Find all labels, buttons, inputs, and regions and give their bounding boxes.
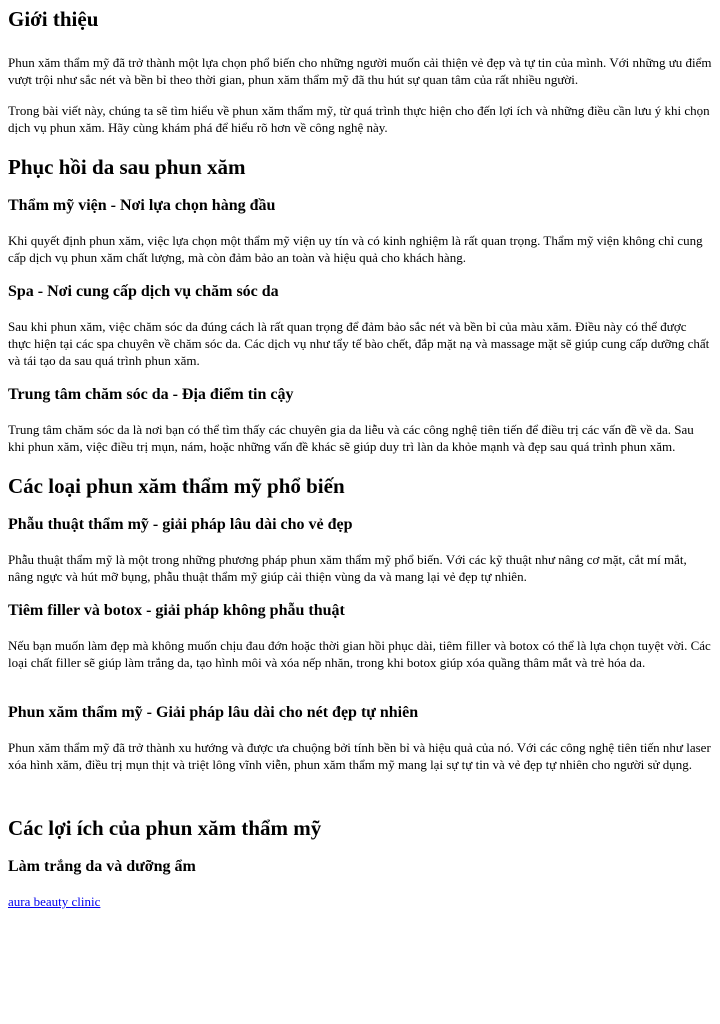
paragraph-filler-botox: Nếu bạn muốn làm đẹp mà không muốn chịu đau đớn hoặc thời gian hồi phục dài, tiêm filler và botox có thể là lựa chọn tuyệt vời. Các loại chất filler sẽ giúp làm trắng da, tạo hình môi và xóa nếp nhăn, trong khi botox giúp xóa quầng thâm mắt và trẻ hóa da.: [8, 638, 711, 670]
paragraph-permanent-makeup: Phun xăm thẩm mỹ đã trở thành xu hướng và được ưa chuộng bởi tính bền bỉ và hiệu quả của nó. Với các công nghệ tiên tiến như laser xóa hình xăm, điều trị mụn thịt và triệt lông vĩnh viễn, phun xăm thẩm mỹ mang lại sự tự tin và vẻ đẹp tự nhiên cho người sử dụng.: [8, 740, 711, 772]
paragraph-cosmetic-surgery: Phẫu thuật thẩm mỹ là một trong những phương pháp phun xăm thẩm mỹ phổ biến. Với các kỹ thuật như nâng cơ mặt, cắt mí mắt, nâng ngực và hút mỡ bụng, phẫu thuật thẩm mỹ giúp cải thiện vùng da và mang lại vẻ đẹp tự nhiên.: [8, 552, 687, 584]
article: [0, 6, 712, 910]
subheading-spa: Spa - Nơi cung cấp dịch vụ chăm sóc da: [8, 283, 279, 300]
clinic-link[interactable]: aura beauty clinic: [8, 894, 101, 909]
subheading-cosmetic-surgery: Phẫu thuật thẩm mỹ - giải pháp lâu dài cho vẻ đẹp: [8, 516, 353, 533]
link-container: [8, 893, 712, 910]
subheading-permanent-makeup: Phun xăm thẩm mỹ - Giải pháp lâu dài cho nét đẹp tự nhiên: [8, 704, 419, 721]
paragraph-spa: Sau khi phun xăm, việc chăm sóc da đúng cách là rất quan trọng để đảm bảo sắc nét và bền bỉ của màu xăm. Điều này có thể được thực hiện tại các spa chuyên về chăm sóc da. Các dịch vụ như tẩy tế bào chết, đắp mặt nạ và massage mặt sẽ giúp cung cấp dưỡng chất và tái tạo da sau quá trình phun xăm.: [8, 319, 710, 368]
heading-tattoo-types: Các loại phun xăm thẩm mỹ phổ biến: [8, 474, 345, 498]
subheading-beauty-salon: Thẩm mỹ viện - Nơi lựa chọn hàng đầu: [8, 197, 276, 214]
subheading-filler-botox: Tiêm filler và botox - giải pháp không phẫu thuật: [8, 602, 345, 619]
heading-benefits: Các lợi ích của phun xăm thẩm mỹ: [8, 816, 322, 840]
heading-skin-recovery: Phục hồi da sau phun xăm: [8, 155, 246, 179]
heading-introduction: Giới thiệu: [8, 7, 99, 31]
intro-paragraph-2: Trong bài viết này, chúng ta sẽ tìm hiểu về phun xăm thẩm mỹ, từ quá trình thực hiện cho đến lợi ích và những điều cần lưu ý khi chọn dịch vụ phun xăm. Hãy cùng khám phá để hiểu rõ hơn về công nghệ này.: [8, 103, 710, 135]
paragraph-skin-care-center: Trung tâm chăm sóc da là nơi bạn có thể tìm thấy các chuyên gia da liễu và các công nghệ tiên tiến để điều trị các vấn đề về da. Sau khi phun xăm, việc điều trị mụn, nám, hoặc những vấn đề khác sẽ giúp duy trì làn da khỏe mạnh và đẹp sau quá trình phun xăm.: [8, 422, 694, 454]
subheading-whitening-moisturizing: Làm trắng da và dưỡng ẩm: [8, 858, 196, 875]
intro-paragraph-1: Phun xăm thẩm mỹ đã trở thành một lựa chọn phổ biến cho những người muốn cải thiện vẻ đẹp và tự tin của mình. Với những ưu điểm vượt trội như sắc nét và bền bỉ theo thời gian, phun xăm thẩm mỹ đã thu hút sự quan tâm của rất nhiều người.: [8, 55, 712, 87]
subheading-skin-care-center: Trung tâm chăm sóc da - Địa điểm tin cậy: [8, 386, 294, 403]
paragraph-beauty-salon: Khi quyết định phun xăm, việc lựa chọn một thẩm mỹ viện uy tín và có kinh nghiệm là rất quan trọng. Thẩm mỹ viện không chỉ cung cấp dịch vụ phun xăm chất lượng, mà còn đảm bảo an toàn và hiệu quả cho khách hàng.: [8, 233, 703, 265]
